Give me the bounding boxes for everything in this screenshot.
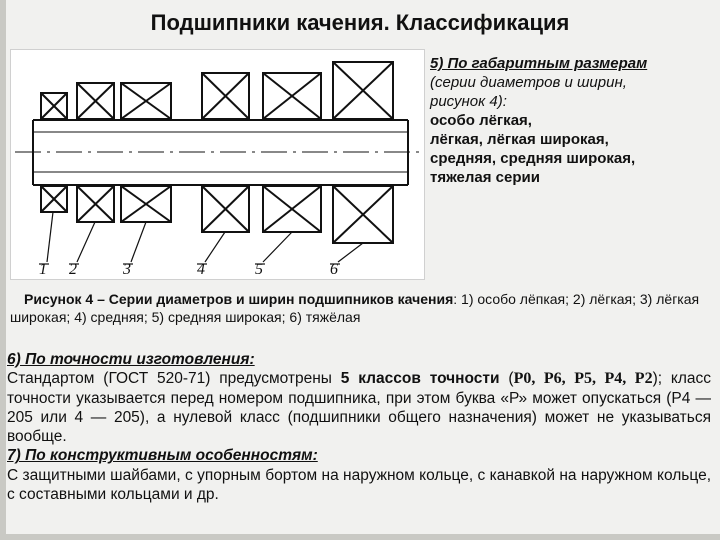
dimension-heading: 5) По габаритным размерам bbox=[430, 55, 648, 72]
series-line-3: средняя, средняя широкая, bbox=[430, 150, 636, 167]
dimension-classification bbox=[430, 54, 718, 187]
bearing-drawing bbox=[11, 50, 424, 279]
bearing-series-figure bbox=[10, 49, 425, 280]
series-line-1: особо лёгкая, bbox=[430, 112, 532, 129]
shaft bbox=[15, 120, 421, 185]
series-line-2: лёгкая, лёгкая широкая, bbox=[430, 131, 609, 148]
label-6: 6 bbox=[330, 261, 338, 278]
dimension-subtitle-2: рисунок 4): bbox=[430, 93, 507, 110]
frame-bottom-border bbox=[0, 534, 720, 540]
accuracy-text-2: ( bbox=[499, 370, 514, 388]
caption-lead: Рисунок 4 – Серии диаметров и ширин подшипников качения bbox=[24, 291, 454, 307]
design-heading: 7) По конструктивным особенностям: bbox=[7, 447, 318, 465]
design-paragraph: С защитными шайбами, с упорным бортом на наружном кольце, с канавкой на наружном кольце, с составными кольцами и др. bbox=[7, 466, 711, 504]
dimension-subtitle-1: (серии диаметров и ширин, bbox=[430, 74, 627, 91]
accuracy-classes: 5 классов точности bbox=[340, 370, 500, 388]
frame-left-border bbox=[0, 0, 6, 540]
label-4: 4 bbox=[197, 261, 205, 278]
accuracy-codes: Р0, Р6, Р5, Р4, Р2 bbox=[513, 370, 653, 388]
page-title: Подшипники качения. Классификация bbox=[150, 10, 570, 35]
series-line-4: тяжелая серии bbox=[430, 169, 540, 186]
body-text bbox=[7, 350, 711, 504]
caption-rest: : 1) особо лёпкая; 2) лёгкая; 3) лёгкая широкая; 4) средняя; 5) средняя широкая; 6) тяжёлая bbox=[10, 291, 700, 325]
accuracy-text-1: Стандартом (ГОСТ 520-71) предусмотрены bbox=[7, 370, 341, 388]
accuracy-text-3: ); класс точности указывается перед номером подшипника, при этом буква «Р» может опускаться (Р4 — 205 или 4 — 205), а нулевой класс (подшипники общего назначения) может не указываться вообще. bbox=[7, 370, 712, 446]
figure-caption bbox=[10, 290, 715, 326]
label-3: 3 bbox=[123, 261, 131, 278]
accuracy-paragraph bbox=[7, 369, 711, 446]
accuracy-heading: 6) По точности изготовления: bbox=[7, 351, 255, 368]
label-5: 5 bbox=[255, 261, 263, 278]
label-2: 2 bbox=[69, 261, 77, 278]
label-1: 1 bbox=[39, 261, 47, 278]
